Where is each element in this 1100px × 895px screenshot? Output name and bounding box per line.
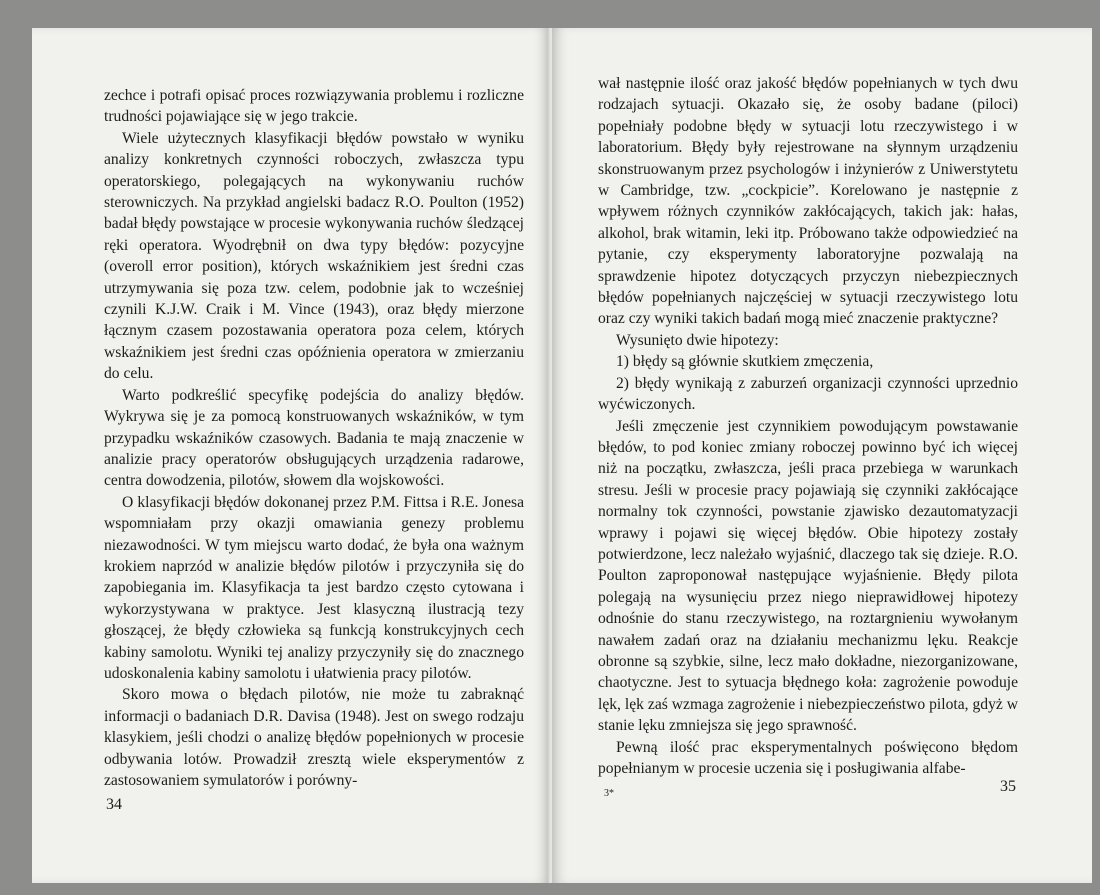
list-item: 1) błędy są głównie skutkiem zmęczenia, (616, 353, 874, 371)
paragraph: Warto podkreślić specyfikę podejścia do analizy błędów. Wykrywa się je za pomocą konstruowanych wskaźników, w tym przypadku wskaźników czasowych. Badania te mają znaczenie w analizie pracy operatorów obsługujących urządzenia radarowe, centra dowodzenia, pilotów, słowem dla wojskowości. (104, 386, 524, 490)
paragraph: wał następnie ilość oraz jakość błędów popełnianych w tych dwu rodzajach sytuacji. Okazało się, że osoby badane (piloci) popełniały podobne błędy w sytuacji lotu rzeczywistego i w laboratorium. Błędy były rejestrowane na słynnym urządzeniu skonstruowanym przez psychologów i inżynierów z Uniwerstytetu w Cambridge, tzw. „cockpicie”. Korelowano je następnie z wpływem różnych czynników zakłócających, takich jak: hałas, alkohol, brak witamin, leki itp. Próbowano także odpowiedzieć na pytanie, czy eksperymenty laboratoryjne pozwalają na sprawdzenie hipotez dotyczących przyczyn niebezpiecznych błędów popełnianych najczęściej w sytuacji rzeczywistego lotu oraz czy wyniki takich badań mogą mieć znaczenie praktyczne? (598, 75, 1018, 328)
paragraph: Wysunięto dwie hipotezy: (616, 331, 779, 349)
paragraph: Skoro mowa o błędach pilotów, nie może tu zabraknąć informacji o badaniach D.R. Davisa (1948). Jest on swego rodzaju klasykiem, jeśli chodzi o analizę błędów popełnionych w procesie odbywania lotów. Prowadził zresztą wiele eksperymentów z zastosowaniem symulatorów i porówny- (104, 686, 524, 789)
paragraph: zechce i potrafi opisać proces rozwiązywania problemu i rozliczne trudności pojawiające się w jego trakcie. (104, 87, 524, 126)
paragraph: Wiele użytecznych klasyfikacji błędów powstało w wyniku analizy konkretnych czynności roboczych, zwłaszcza typu operatorskiego, polegających na wykonywaniu ruchów sterowniczych. Na przykład angielski badacz R.O. Poulton (1952) badał błędy powstające w procesie wykonywania ruchów śledzącej ręki operatora. Wyodrębnił on dwa typy błędów: pozycyjne (overoll error position), których wskaźnikiem jest średni czas utrzymywania się poza tzw. celem, podobnie jak to wcześniej czynili K.J.W. Craik i M. Vince (1943), oraz błędy mierzone łącznym czasem pozostawania operatora poza celem, których wskaźnikiem jest średni czas opóźnienia operatora w zmierzaniu do celu. (104, 129, 524, 383)
page-number: 34 (106, 796, 122, 813)
list-item: 2) błędy wynikają z zaburzeń organizacji czynności uprzednio wyćwiczonych. (598, 374, 1018, 414)
paragraph: Jeśli zmęczenie jest czynnikiem powodującym powstawanie błędów, to pod koniec zmiany roboczej powinno być ich więcej niż na początku, zwłaszcza, jeśli praca przebiega w warunkach stresu. Jeśli w procesie pracy pojawiają się czynniki zakłócające normalny tok czynności, powstanie zjawisko dezautomatyzacji wprawy i pojawi się więcej błędów. Obie hipotezy zostały potwierdzone, lecz należało wyjaśnić, dlaczego tak się dzieje. R.O. Poulton zaproponował następujące wyjaśnienie. Błędy pilota polegają na wysunięciu przez niego nieprawidłowej hipotezy odnośnie do stanu rzeczywistego, na roztargnieniu wywołanym nawałem zadań oraz na działaniu mechanizmu lęku. Reakcje obronne są szybkie, silne, lecz mało dokładne, niezorganizowane, chaotyczne. Jest to sytuacja błędnego koła: zagrożenie powoduje lęk, lęk zaś wzmaga zagrożenie i niebezpieczeństwo pilota, gdyż w stanie lęku zmniejsza się jego sprawność. (598, 417, 1018, 735)
left-page-text (104, 85, 524, 791)
paragraph: O klasyfikacji błędów dokonanej przez P.M. Fittsa i R.E. Jonesa wspomniałam przy okazji omawiania genezy problemu niezawodności. W tym miejscu warto dodać, że była ona ważnym krokiem naprzód w analizie błędów pilotów i przyczyniła się do zapobiegania im. Klasyfikacja ta jest bardzo często cytowana i wykorzystywana w praktyce. Jest klasyczną ilustracją tezy głoszącej, że błędy człowieka są funkcją konstrukcyjnych cech kabiny samolotu. Wyniki tej analizy przyczyniły się do znacznego udoskonalenia kabiny samolotu i ułatwienia pracy pilotów. (104, 493, 524, 682)
printer-signature-mark: 3* (604, 788, 614, 799)
right-page (552, 28, 1092, 883)
left-page (32, 28, 550, 883)
paragraph: Pewną ilość prac eksperymentalnych poświęcono błędom popełnianym w procesie uczenia się i posługiwania alfabe- (598, 738, 1018, 777)
right-page-text (598, 73, 1018, 779)
page-number: 35 (1000, 778, 1016, 795)
